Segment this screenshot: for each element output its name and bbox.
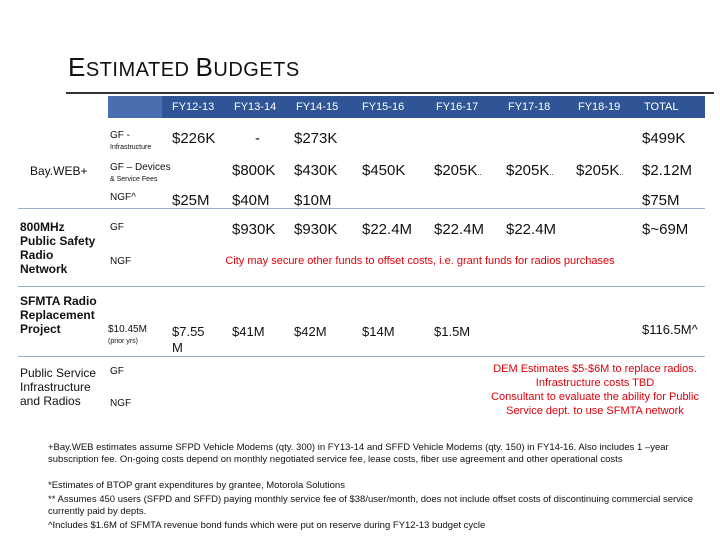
page-title: ESTIMATED BUDGETS <box>68 52 300 82</box>
cell-value: $1.5M <box>434 324 471 339</box>
cell-value: $205K.. <box>434 162 482 179</box>
sublabel-ngf-baywEB: NGF^ <box>110 192 136 203</box>
footnote: *Estimates of BTOP grant expenditures by grantee, Motorola Solutions <box>48 480 345 491</box>
cell-value: - <box>255 130 260 147</box>
col-fy13-14: FY13-14 <box>234 101 277 113</box>
cell-value: $226K <box>172 130 216 147</box>
cell-value: $116.5M^ <box>642 322 698 337</box>
group-public-service: Public Service Infrastructure and Radios <box>20 366 97 408</box>
cell-value: $930K <box>294 221 338 238</box>
footnote: +Bay.WEB estimates assume SFPD Vehicle Modems (qty. 300) in FY13-14 and SFFD Vehicle Modems (qty. 150) in FY14-16. Also includes 1 –year subscription fee. On-going costs depend on monthly negotiated service fee, lease costs, fiber use agreement and other operational costs <box>48 442 669 465</box>
footnote: ** Assumes 450 users (SFPD and SFFD) paying monthly service fee of $38/user/month, does not include offset costs of discontinuing commercial service currently paid by depts. <box>48 494 694 517</box>
cell-value: $~69M <box>642 221 689 238</box>
sublabel-gf-infrastructure: GF - Infrastructure <box>110 130 152 151</box>
cell-value: $800K <box>232 162 276 179</box>
sublabel-ngf-psi: NGF <box>110 398 132 409</box>
cell-value: $42M <box>294 324 327 339</box>
cell-value: $41M <box>232 324 265 339</box>
cell-value: $25M <box>172 192 210 209</box>
note-city-funds: City may secure other funds to offset costs, i.e. grant funds for radios purchases <box>225 255 615 267</box>
note-dem-estimates: DEM Estimates $5-$6M to replace radios. Infrastructure costs TBD Consultant to evaluate the ability for Public Service dept. to use SFMTA network <box>491 363 699 417</box>
footnote: ^Includes $1.6M of SFMTA revenue bond funds which were put on reserve during FY12-13 budget cycle <box>48 520 486 531</box>
col-fy16-17: FY16-17 <box>436 101 479 113</box>
header-blank-cell <box>108 96 162 118</box>
sublabel-gf-psi: GF <box>110 366 124 377</box>
cell-value: $7.55 M <box>172 324 205 355</box>
cell-value: $75M <box>642 192 680 209</box>
cell-value: $22.4M <box>506 221 557 238</box>
sublabel-gf-devices: GF – Devices & Service Fees <box>110 162 171 183</box>
sublabel-sfmta-prior: $10.45M (prior yrs) <box>108 324 147 345</box>
cell-value: $10M <box>294 192 332 209</box>
cell-value: $450K <box>362 162 406 179</box>
cell-value: $430K <box>294 162 338 179</box>
group-divider <box>18 286 705 287</box>
cell-value: $22.4M <box>362 221 413 238</box>
title-rule <box>66 92 714 94</box>
col-fy17-18: FY17-18 <box>508 101 551 113</box>
cell-value: $2.12M <box>642 162 693 179</box>
cell-value: $499K <box>642 130 686 147</box>
sublabel-ngf-800mhz: NGF <box>110 256 132 267</box>
cell-value: $14M <box>362 324 395 339</box>
group-800mhz: 800MHz Public Safety Radio Network <box>20 220 96 276</box>
cell-value: $930K <box>232 221 276 238</box>
cell-value: $40M <box>232 192 270 209</box>
group-divider <box>18 356 705 357</box>
group-sfmta: SFMTA Radio Replacement Project <box>20 294 97 336</box>
group-baywEB: Bay.WEB+ <box>30 164 88 178</box>
col-fy18-19: FY18-19 <box>578 101 621 113</box>
sublabel-gf-800mhz: GF <box>110 222 124 233</box>
cell-value: $205K.. <box>576 162 624 179</box>
col-total: TOTAL <box>644 101 679 113</box>
cell-value: $273K <box>294 130 338 147</box>
col-fy12-13: FY12-13 <box>172 101 215 113</box>
col-fy14-15: FY14-15 <box>296 101 339 113</box>
group-divider <box>18 208 705 209</box>
cell-value: $22.4M <box>434 221 485 238</box>
cell-value: $205K.. <box>506 162 554 179</box>
col-fy15-16: FY15-16 <box>362 101 405 113</box>
